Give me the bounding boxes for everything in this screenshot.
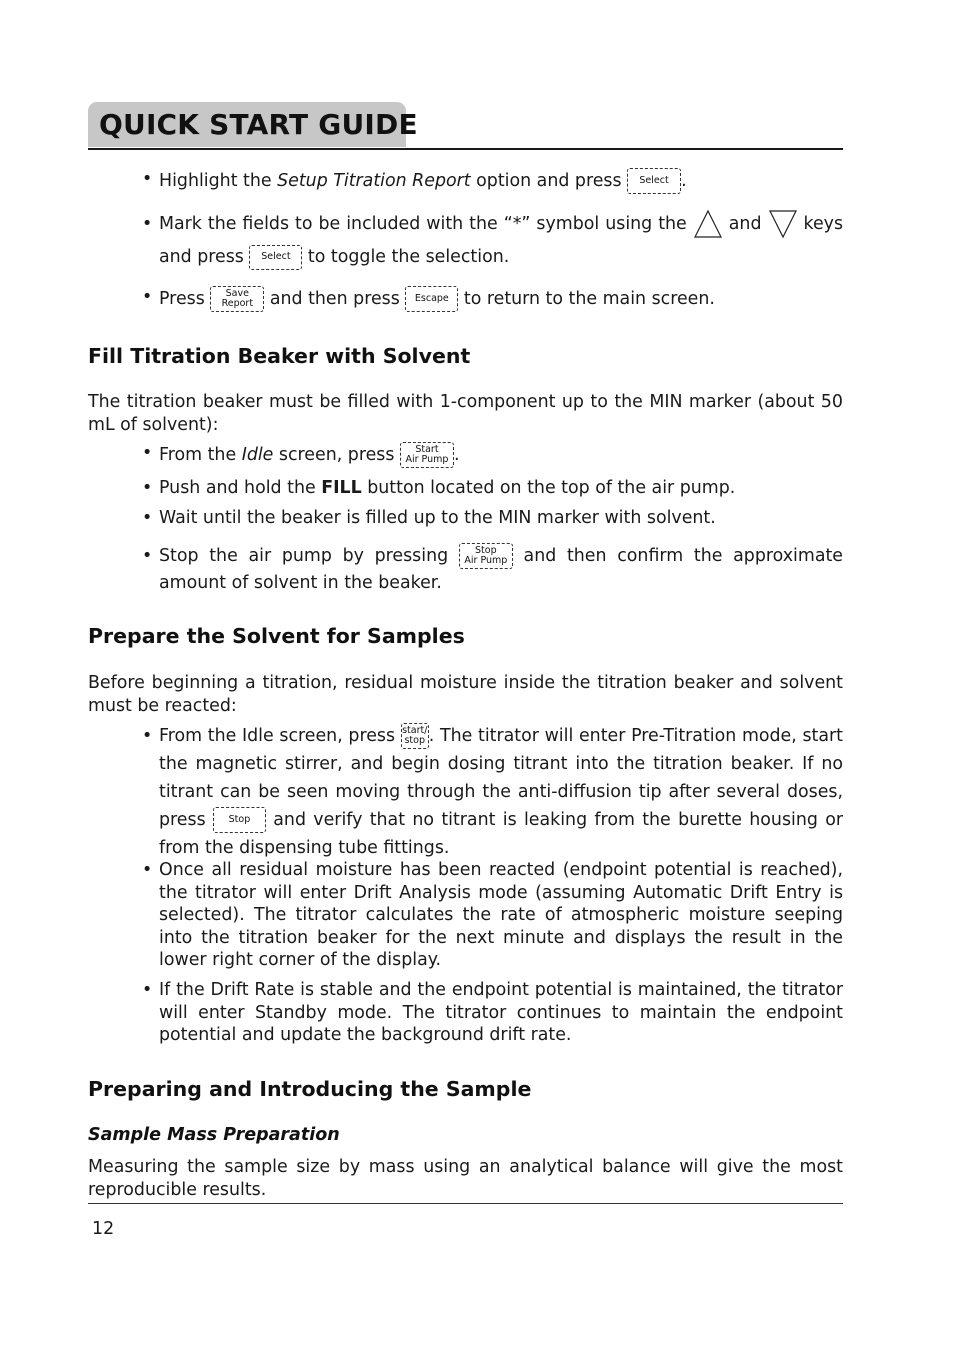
key-label: stop — [404, 735, 426, 746]
key-label: Select — [639, 175, 669, 186]
text: From the Idle screen, press — [159, 726, 401, 746]
text-bold: FILL — [321, 478, 362, 498]
paragraph: Measuring the sample size by mass using an analytical balance will give the most reproducible results. — [88, 1157, 843, 1200]
text: option and press — [470, 171, 628, 191]
escape-key-icon — [405, 286, 458, 312]
text: From the — [159, 445, 242, 465]
key-label: Air Pump — [464, 555, 508, 566]
stop-key-icon — [213, 807, 266, 833]
text: . — [681, 171, 687, 191]
text: Mark the fields to be included with the “*” symbol using the — [159, 214, 693, 234]
list-item — [159, 722, 843, 862]
header-tab — [88, 102, 418, 147]
text: and verify that no titrant is leaking from the burette housing or from the dispensing tube fittings. — [159, 810, 844, 858]
up-triangle-key-icon — [693, 209, 723, 239]
page-number: 12 — [92, 1219, 115, 1239]
text-italic: Setup Titration Report — [277, 171, 471, 191]
key-label: Stop — [475, 545, 497, 556]
list-item: • Once all residual moisture has been reacted (endpoint potential is reached), the titrator will enter Drift Analysis mode (assuming Automatic Drift Entry is selected). The titrator calculates the rate of atmospheric moisture seeping into the titration beaker for the next minute and displays the result in the lower right corner of the display. — [159, 859, 843, 972]
stop-air-pump-key-icon — [459, 543, 513, 569]
page-title: QUICK START GUIDE — [99, 108, 418, 141]
list-item — [159, 442, 843, 468]
text: screen, press — [273, 445, 400, 465]
start-stop-key-icon — [401, 723, 429, 749]
key-label: Start — [415, 444, 439, 455]
text: and — [722, 214, 768, 234]
save-report-key-icon — [210, 286, 264, 312]
section-heading: Fill Titration Beaker with Solvent — [88, 344, 471, 368]
text: and then press — [264, 289, 406, 309]
text: button located on the top of the air pump. — [361, 478, 736, 498]
text: . — [453, 445, 460, 465]
section-heading: Prepare the Solvent for Samples — [88, 624, 465, 648]
text: Press — [159, 289, 211, 309]
down-triangle-key-icon — [768, 209, 798, 239]
start-air-pump-key-icon — [400, 442, 454, 468]
paragraph: Before beginning a titration, residual moisture inside the titration beaker and solvent must be reacted: — [88, 673, 843, 716]
key-label: start/ — [402, 725, 428, 736]
key-label: Save — [225, 288, 249, 299]
list-item — [159, 286, 843, 312]
key-label: Air Pump — [405, 454, 449, 465]
list-item: • If the Drift Rate is stable and the endpoint potential is maintained, the titrator will enter Standby mode. The titrator continues to maintain the endpoint potential and update the background drift rate. — [159, 979, 843, 1047]
text: keys and press — [159, 214, 844, 267]
list-item — [159, 543, 843, 597]
text: to return to the main screen. — [458, 289, 715, 309]
text: Stop the air pump by pressing — [159, 546, 459, 566]
subsection-heading: Sample Mass Preparation — [88, 1125, 340, 1145]
text: . The titrator will enter Pre-Titration mode, start the magnetic stirrer, and begin dosing titrant into the titration beaker. If no titrant can be seen moving through the anti-diffusion tip after several doses, press — [159, 726, 843, 830]
list-item — [159, 168, 843, 194]
text-italic: Idle — [241, 445, 274, 465]
text: and then confirm the approximate amount of solvent in the beaker. — [159, 546, 843, 593]
key-label: Stop — [228, 814, 251, 825]
select-key-icon — [249, 245, 302, 270]
list-item — [159, 208, 843, 274]
list-item — [159, 477, 843, 500]
page-header — [88, 102, 843, 150]
key-label: Report — [221, 298, 254, 309]
paragraph: The titration beaker must be filled with 1-component up to the MIN marker (about 50 mL of solvent): — [88, 392, 843, 435]
text: Highlight the — [159, 171, 278, 191]
footer-divider — [88, 1203, 843, 1204]
text: to toggle the selection. — [302, 247, 510, 267]
text: Push and hold the — [159, 478, 322, 498]
select-key-icon — [627, 168, 681, 194]
key-label: Select — [261, 251, 291, 262]
section-heading: Preparing and Introducing the Sample — [88, 1077, 532, 1101]
list-item: • Wait until the beaker is filled up to the MIN marker with solvent. — [159, 507, 843, 530]
key-label: Escape — [414, 293, 449, 304]
